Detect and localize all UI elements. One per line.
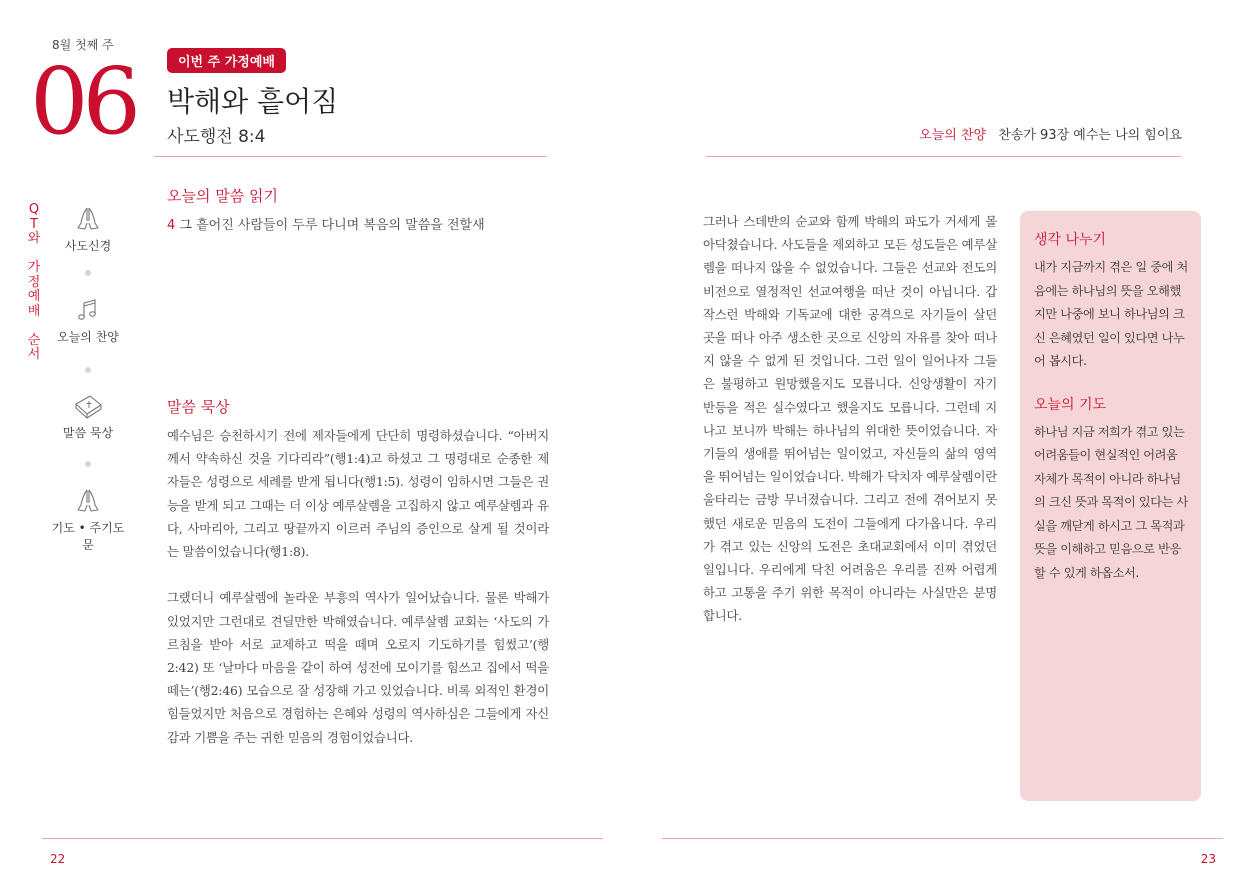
praise-label: 오늘의 찬양 [919,128,987,143]
meditation-continued: 그러나 스데반의 순교와 함께 박해의 파도가 거세게 몰아닥쳤습니다. 사도들을 제외하고 모든 성도들은 예루살렘을 떠나지 않을 수 없었습니다. 그들은 선교와 전도의 비전으로 열정적인 선교여행을 떠난 것이 아닙니다. 갑작스런 박해와 기독교에 대한 공격으로 자기들이 살던 곳을 떠나 아주 생소한 곳으로 신앙의 자유를 찾아 떠나지 않을 수 없게 된 것입니다. 그런 일이 일어나자 그들은 불평하고 원망했을지도 모릅니다. 신앙생활이 자기 반등을 적은 실수였다고 했을지도 모릅니다. 그런데 지나고 보니까 박해는 하나님의 위대한 뜻이었습니다. 자기들의 생애를 뛰어넘는 일이었고, 자신들의 삶의 영역을 뛰어넘는 일이었습니다. 박해가 닥치자 예루살렘이란 울타리는 금방 무너졌습니다. 그리고 전에 겪어보지 못했던 새로운 믿음의 도전이 그들에게 다가옵니다. 우리가 겪고 있는 신앙의 도전은 초대교회에서 이미 겪었던 일입니다. 우리에게 닥친 어려움은 우리를 진짜 어렵게 하고 고통을 주기 위한 목적이 아니라는 사실만은 분명합니다. [703,214,997,624]
header-divider-right [706,156,1181,157]
order-separator-dot [85,270,91,276]
todays-praise [919,124,1182,143]
bible-icon [72,392,104,420]
meditation-body [167,424,549,772]
header-divider-left [154,156,547,157]
order-item-label: 기도 • 주기도문 [51,521,125,552]
sharing-box [1020,211,1201,801]
reading-heading: 오늘의 말씀 읽기 [167,187,278,205]
order-separator-dot [85,367,91,373]
praying-hands-icon [74,205,102,233]
page-number-right: 23 [1200,852,1216,866]
order-item-creed [50,205,126,254]
page-title: 박해와 흩어짐 [167,85,339,118]
order-item-label: 사도신경 [64,239,112,253]
footer-divider-right [662,838,1223,839]
meditation-heading: 말씀 묵상 [167,398,230,416]
order-separator-dot [85,461,91,467]
section-badge: 이번 주 가정예배 [167,48,286,73]
order-item-label: 오늘의 찬양 [57,330,119,344]
vertical-order-label: Q T 와 가 정 예 배 순 서 [27,202,41,362]
meditation-paragraph: 그랬더니 예루살렘에 놀라운 부흥의 역사가 일어났습니다. 물론 박해가 있었지만 그런대로 견딜만한 박해였습니다. 예루살렘 교회는 ‘사도의 가르침을 받아 서로 교제하고 떡을 떼며 오로지 기도하기를 힘썼고’(행2:42) 또 ‘날마다 마음을 같이 하여 성전에 모이기를 힘쓰고 집에서 떡을 떼는’(행2:46) 모습으로 잘 성장해 가고 있었습니다. 비록 외적인 환경이 힘들었지만 처음으로 경험하는 은혜와 성령의 역사하심은 그들에게 자신감과 기쁨을 주는 귀한 믿음의 경험이었습니다. [167,590,549,745]
verse-number: 4 [167,218,176,233]
meditation-paragraph: 예수님은 승천하시기 전에 제자들에게 단단히 명령하셨습니다. “아버지께서 약속하신 것을 기다리라”(행1:4)고 하셨고 그 명령대로 순종한 제자들은 성령으로 세례를 받게 됩니다(행1:5). 성령이 임하시면 그들은 권능을 받게 되고 그때는 더 이상 예루살렘을 고집하지 않고 예루살렘과 유다, 사마리아, 그리고 땅끝까지 이르러 주님의 증인으로 살게 될 것이라는 말씀이었습니다(행1:8). [167,428,549,560]
praise-text: 찬송가 93장 예수는 나의 힘이요 [998,128,1182,143]
sharing-heading: 생각 나누기 [1034,232,1107,248]
page-number-left: 22 [50,852,66,866]
verse-text: 그 흩어진 사람들이 두루 다니며 복음의 말씀을 전할새 [179,218,485,233]
sharing-text: 내가 지금까지 겪은 일 중에 처음에는 하나님의 뜻을 오해했지만 나중에 보니 하나님의 크신 은혜였던 일이 있다면 나누어 봅시다. [1034,260,1188,368]
order-item-prayer [50,487,126,553]
week-label: 8월 첫째 주 [52,38,114,52]
scripture-reference: 사도행전 8:4 [167,127,266,147]
order-item-label: 말씀 묵상 [62,426,114,440]
order-item-praise [50,296,126,345]
reading-verse [167,214,485,233]
footer-divider-left [42,838,603,839]
prayer-heading: 오늘의 기도 [1034,396,1107,413]
music-note-icon [74,296,102,324]
prayer-text: 하나님 지금 저희가 겪고 있는 어려움들이 현실적인 어려움 자체가 목적이 아니라 하나님의 크신 뜻과 목적이 있다는 사실을 깨닫게 하시고 그 목적과 뜻을 이해하고 믿음으로 반응할 수 있게 하옵소서. [1034,424,1188,580]
praying-hands-icon [74,487,102,515]
lesson-number: 06 [30,48,136,155]
order-item-meditation [50,392,126,441]
